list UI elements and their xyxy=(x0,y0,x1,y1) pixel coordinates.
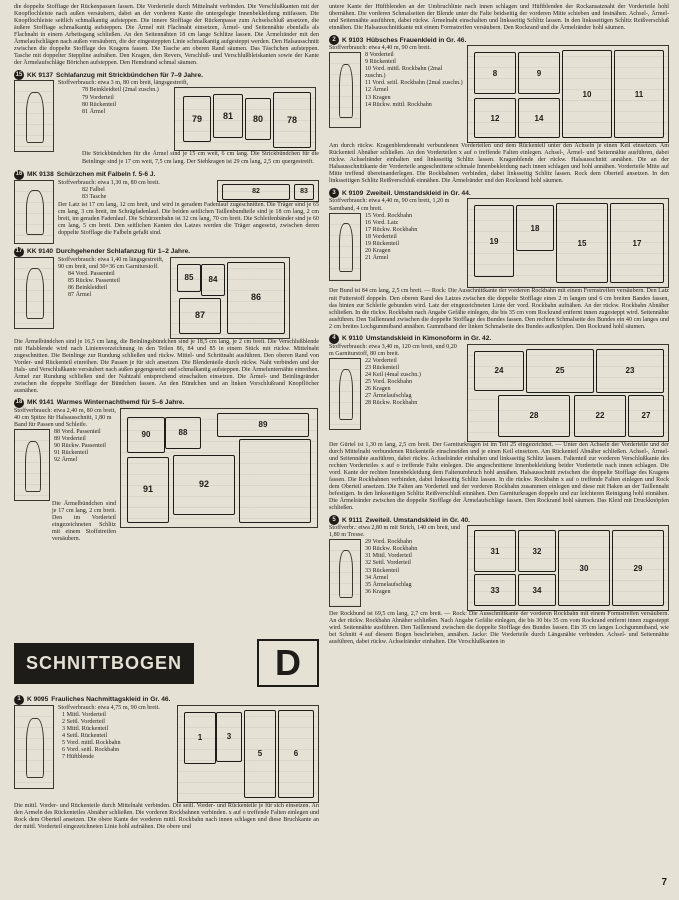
fabric-consumption: Stoffverbrauch: etwa 4,75 m, 90 cm breit. xyxy=(58,705,160,711)
pattern-part: 34 Ärmel xyxy=(365,574,389,581)
pattern-item-3 xyxy=(329,188,669,330)
item-code: K 9109 xyxy=(342,189,364,197)
item-instructions: Der Gürtel ist 1,30 m lang, 2,5 cm breit. Der Garniturkragen ist im Teil 25 eingezeichnet. — Unter den Achseln der Vorderteile und der durch Mittelnaht verbundenen Rückenteile einschneiden und je einen Keil einsetzen. Am Rückenteil Abnäher schließen. Achsel-, Ärmel- und Seitennähte ausführen, dabei rückw. Achselränder einhalten und linksseitig Schlitz lassen. Faltenteil zur vorderen Verschlußkante des rechten Vorderteiles x auf o treffende Falte einlegen. Die angeschnittene Innenbekleidung beider Vorderteile nach innen schlagen. Die vord. Kante der rechten Innenbekleidung dem Faltenumbruch hohl annähen. Halsausschnitt zwischen die doppelte Stofflage des Kragens fassen. Die Rockbahnen verbinden, dabei linksseitig Schlitz lassen. In die rückw. Rockbahn x auf o treffende Falten einlegen und Rock dem Oberteil ansetzen. Die Falten am Vorderteil und der vorderen Rockbahn zusammen einlegen und diese mit Haken an der Taillennaht befestigen. In den linksseitigen Schlitz Reißverschluß einnähen. Den Garniturkragen doppeln und zur leichteren Reinigung hohl einnähen. Die Ärmelränder zwischen die doppelte Stofflage der Ärmelaufschläge fassen. Den Rockrand hohl säumen. Das Kleid mit Druckknöpfen schließen. xyxy=(329,441,669,512)
item-heading xyxy=(14,398,319,408)
item-code: K 9111 xyxy=(342,516,363,524)
pattern-part: 20 Kragen xyxy=(365,247,391,254)
fabric-consumption: Stoffverbr.: etwa 2,80 m mit Strich, 140 cm breit, und 1,80 m Tresse. xyxy=(329,525,461,539)
pattern-diagram: 8 9 10 11 12 14 xyxy=(467,45,669,143)
pattern-part: 1 Mittl. Vorderteil xyxy=(62,712,106,719)
pattern-part: 35 Ärmelaufschlag xyxy=(365,581,412,588)
fabric-consumption: Stoffverbrauch: etwa 2,40 m, 80 cm breit, 40 cm Spitze für Halsausschnitt, 1,80 m Band für Passen und Schleife. xyxy=(14,407,116,429)
item-title: Zweiteil. Umstandskleid in Gr. 44. xyxy=(366,189,471,197)
item-number: 16 xyxy=(14,170,24,180)
pattern-diagram: 90 88 89 91 92 xyxy=(120,408,318,528)
item-title: Schürzchen mit Falbeln f. 5-6 J. xyxy=(56,171,156,179)
pattern-diagram: 79 81 80 78 xyxy=(174,87,316,151)
item-instructions: Die Ärmelbündchen sind je 17 cm lang, 2 cm breit. Den im Vorderteil eingezeichneten Schlitz mit einem Stoffstreifen versäubern. xyxy=(52,501,116,543)
pattern-parts-list xyxy=(58,712,173,761)
pattern-parts-list xyxy=(58,271,166,299)
fashion-illustration xyxy=(14,429,50,501)
pattern-parts-list xyxy=(58,187,213,201)
fashion-illustration xyxy=(14,257,54,329)
item-heading xyxy=(14,695,319,705)
pattern-part: 8 Vorderteil xyxy=(365,52,394,59)
pattern-part: 4 Seitl. Rückenteil xyxy=(62,733,108,740)
pattern-part: 10 Vord. mittl. Rockbahn (2mal zuschn.) xyxy=(365,66,443,80)
pattern-item-18 xyxy=(14,398,319,544)
item-instructions: Der Rockbund ist 69,5 cm lang, 2,7 cm breit. — Rock: Die Ausschnittkante der vorderen Rockbahn mit einem Formstreifen versäubern. An der rückw. Rockbahn Abnäher schließen. Nach Angabe Gefälte einlegen, die bis 30 bis 35 cm vom Rockrand entfernt innen zugesteppt wird. Seitennähte ausführen. Den Taillenrand zwischen die doppelte Stofflage des Bundes fassen. Ein 35 cm langes Lochgummiband, wie bei Schnitt 4 auf diesem Bogen beschrieben, annähen. Jacke: Die Vorderteile durch Längsnähte verbinden. Achsel- und Seitennähte ausführen, dabei rückw. Achselränder einhalten. Die Verschlußkanten in xyxy=(329,611,669,646)
pattern-part: 31 Mittl. Vorderteil xyxy=(365,553,412,560)
pattern-part: 21 Ärmel xyxy=(365,254,389,261)
item-instructions: Am durch rückw. Kragenblendennaht verbundenen Vorderteilen und dem Rückenteil unter den Achseln je einen Keil einsetzen. Am Rückenteil Abnäher schließen. An den Vorderteilen x auf o treffende Falten einlegen. Achsel-, Ärmel- und Seitennähte ausführen, dabei rückw. Achselränder einhalten und linksseitig Schlitz lassen. Kragenblende der rückw. Halsausschnitt annähen. Die an der Halsausschnittkante der Vorderteile angeschnittene schmale Innenbekleidung nach innen schlagen und hohl annähen. Vorderteile Mitte auf Mitte treffend übereinanderlegen. Die Rockbahnen verbinden, dabei linksseitig Schlitz lassen. Rock dem Oberteil ansetzen. In den linksseitigen Schlitz Reißverschluß einnähen. Die Ärmelränder und den Rockrand hohl säumen. xyxy=(329,143,669,185)
right-column xyxy=(329,4,669,647)
pattern-part: 32 Seitl. Vorderteil xyxy=(365,560,411,567)
pattern-parts-list xyxy=(365,52,463,128)
item-instructions: Die Strickbündchen für die Ärmel sind je 15 cm weit, 6 cm lang. Die Strickbündchen für die Beinlinge sind je 17 cm weit, 7,5 cm lang. Der Stehkragen ist 29 cm lang, 2,5 cm quergestreift. xyxy=(82,151,319,165)
fashion-illustration xyxy=(329,52,361,128)
pattern-parts-list xyxy=(365,213,417,281)
item-title: Umstandskleid in Kimonoform in Gr. 42. xyxy=(365,335,492,343)
pattern-part: 5 Vord. mittl. Rockbahn xyxy=(62,740,121,747)
pattern-part: 6 Vord. seitl. Rockbahn xyxy=(62,747,120,754)
pattern-item-5 xyxy=(329,515,669,646)
left-column xyxy=(14,4,319,544)
pattern-item-15 xyxy=(14,70,319,166)
item-number: 5 xyxy=(329,515,339,525)
item-number: 1 xyxy=(14,695,24,705)
pattern-part: 18 Vorderteil xyxy=(365,233,397,240)
left-intro-text: die doppelte Stoffiage der Rückenpassen fassen. Die Vorderteile durch Mittelnaht verbinden. Die Verschlußkanten mit der Knopflochleiste nach außen versäubern, dabei an der vorderen Kante die untergelegte Innenbekleidung mitfassen. Die Knopflochleiste seitlich schmalkantig aufsteppen. Die innere Stoffiage der Rückenpasse zum Achselschluß ansetzen, die äußere Stoffiage schmalkantig aufsteppen. Die Ärmel mit Flachnaht einsetzen, Ärmel- und Seitennähte ebenfalls als Flachnaht in einem Arbeitsgang schließen. An den Seitennähten 18 cm lange Schlitze lassen. Die Ärmelränder mit den Ärmelaufschlägen nach außen versäubern, die der eingesteppten Linie schmalkantig aufgesteppt werden. Den Halsausschnitt zwischen die doppelte Stofflage des Kragens fassen. Die Tasche am oberen Rand säumen. Das Täschchen aufsteppen. Tasche mit doppelter Steppline aufnähen. Den Kragen, den Revers, Verschluß- und Verschlußbleiskanten sowie der Kante der Ärmelaufschläge Börtchen aufsteppen. Den Hemdrand schmal säumen. xyxy=(14,4,319,67)
fashion-illustration xyxy=(329,539,361,607)
pattern-part: 82 Falbel xyxy=(82,186,105,193)
pattern-parts-list xyxy=(58,87,170,151)
pattern-item-2 xyxy=(329,35,669,185)
pattern-part: 9 Rückenteil xyxy=(365,59,396,66)
pattern-part: 78 Beinkleidteil (2mal zuschn.) xyxy=(82,87,159,94)
fashion-illustration xyxy=(14,180,54,244)
item-title: Schlafanzug mit Strickbündchen für 7–9 Jahre. xyxy=(56,71,203,79)
pattern-part: 88 Vord. Passenteil xyxy=(54,429,101,436)
pattern-part: 87 Ärmel xyxy=(68,291,92,298)
pattern-diagram: 85 84 86 87 xyxy=(170,257,290,339)
pattern-part: 14 Rückw. mittl. Rockbahn xyxy=(365,101,432,108)
pattern-part: 29 Vord. Rockbahn xyxy=(365,539,412,546)
pattern-item-4 xyxy=(329,334,669,512)
pattern-part: 90 Rückw. Passenteil xyxy=(54,443,106,450)
pattern-part: 24 Keil (4mal zuschn.) xyxy=(365,371,421,378)
fabric-consumption: Stoffverbrauch: etwa 1,40 m längsgestreift, 90 cm breit, und 30×36 cm Garniturstoff. xyxy=(58,256,164,270)
item-instructions: Die mittl. Vorder- und Rückenteile durch Mittelnaht verbinden. Die seitl. Vorder- und Rückenteile je für sich einsetzen. An den Armeln des Rückenteiles Abnäher schließen. Die vorderen Rockbahnen verbinden. x auf o treffende Falten einlegen und Rock dem Oberteil ansetzen. Die obere Kante der vorderen mittl. Rockbahn nach innen schlagen und diese Bruchkante an der mittl. Vorderteil eingezeichneten Linie hohl aufnähen. Die obere und xyxy=(14,803,319,831)
item-title: Warmes Winternachthemd für 5–6 Jahre. xyxy=(56,399,185,407)
pattern-part: 79 Vorderteil xyxy=(82,94,114,101)
pattern-part: 19 Rückenteil xyxy=(365,240,400,247)
item-heading xyxy=(14,70,319,80)
banner-letter: D xyxy=(257,639,319,687)
pattern-part: 15 Vord. Rockbahn xyxy=(365,212,412,219)
item-instructions: Die Ärmelbündchen sind je 16,5 cm lang, die Beinlingsbündchen sind je 18,5 cm lang, je 2 cm breit. Die Verschlußblende mit Halsblende wird nach Linienvorzeichnung in den Teilen 86, 84 und 85 in einem Stück mit rückw. Mittelnaht zugeschnitten. Die Beinlinge zur Rundung schließen und rückw. Mittel- und Schrittnaht ausführen. Den oberen Rand von Vorder- und Rückenteil einreihen. Die Passen je für sich ansetzen. Die Blendenteile durch rückw. Naht verbinden und der Hals- und Verschlußkante versäubert nach außen gegengesetzt und schmalkantig aufsteppen. Die Ärmelunternähte einreihen. Ärmel zur Rundung schließen und der Nahtzahl entsprechend einschalten einsetzen. Die Ärmel- und Beinlingränder zwischen die doppelte Stofflage der Bündchen fassen. An den Bündchen und an linken Vorschlußrand Knopflöcher ausnähen. xyxy=(14,338,319,394)
pattern-part: 86 Beinkleidteil xyxy=(68,284,108,291)
fabric-consumption: Stoffverbrauch: etwa 3 m, 80 cm breit, längsgestreift, xyxy=(58,80,189,87)
fabric-consumption: Stoffverbrauch: etwa 4,40 m, 90 cm breit, 1,20 m Samtband, 4 cm breit. xyxy=(329,198,450,212)
item-number: 15 xyxy=(14,70,24,80)
item-number: 18 xyxy=(14,398,24,408)
fashion-illustration xyxy=(329,358,361,430)
item-instructions: Der Bund ist 84 cm lang, 2,5 cm breit. — Rock: Die Ausschnittkante der vorderen Rockbahn mit einem Formstreifen versäubern. Den Latz mit Futterstoff doppeln. Den oberen Rand des Latzes zwischen die doppelte Stofflage eines 2 m langen und 6 cm breiten Bandes fassen, das hinten zur Schleife gebunden wird. Latz der eingezeichneten Linie der vord. Rockbahn aufnähen. An der rückw. Rockbahn Abnäher schließen. In die rückw. Rockbahn nach Angabe Gefälte einlegen, die bis 35 cm vom Rockrand entfernt innen zugesteppt wird. Seitennähte ausführen. Den Taillenrand zwischen die doppelte Stofflage des Bundes fassen. Den rechten Schmalseite des Bundes ein 40 cm langes und 2 cm breites Lochgummiband annähen. Gummiband der linken Schmalseite des Bundes aufknöpfen. Den Rockrand hohl säumen. xyxy=(329,288,669,330)
item-title: Zweiteil. Umstandskleid in Gr. 40. xyxy=(365,516,470,524)
item-heading xyxy=(329,334,669,344)
item-number: 4 xyxy=(329,334,339,344)
pattern-part: 27 Ärmelaufschlag xyxy=(365,393,412,400)
pattern-part: 2 Seitl. Vorderteil xyxy=(62,719,105,726)
item-code: K 9110 xyxy=(342,335,363,343)
pattern-part: 92 Ärmel xyxy=(54,457,78,464)
pattern-diagram: 82 83 xyxy=(217,180,319,202)
item-heading xyxy=(329,515,669,525)
pattern-part: 83 Tasche xyxy=(82,193,107,200)
item-heading xyxy=(14,247,319,257)
pattern-part: 36 Kragen xyxy=(365,588,391,595)
pattern-part: 85 Rückw. Passenteil xyxy=(68,277,120,284)
pattern-part: 3 Mittl. Rückenteil xyxy=(62,726,109,733)
item-title: Frauliches Nachmittagskleid in Gr. 46. xyxy=(51,696,171,704)
item-code: KK 9137 xyxy=(27,71,54,79)
item-heading xyxy=(14,170,319,180)
item-code: MK 9141 xyxy=(27,399,54,407)
pattern-part: 89 Vorderteil xyxy=(54,436,86,443)
pattern-part: 25 Vord. Rockbahn xyxy=(365,378,412,385)
item-heading xyxy=(329,188,669,198)
pattern-part: 12 Ärmel xyxy=(365,87,389,94)
pattern-item-1 xyxy=(14,695,319,831)
pattern-diagram: 24 25 23 28 22 27 xyxy=(467,344,669,442)
item-code: MK 9138 xyxy=(27,171,54,179)
item-number: 3 xyxy=(329,188,339,198)
page-number: 7 xyxy=(661,877,667,888)
item-number: 2 xyxy=(329,35,339,45)
pattern-parts-list xyxy=(54,429,116,501)
fashion-illustration xyxy=(14,80,54,152)
schnittbogen-banner xyxy=(14,641,319,685)
pattern-part: 28 Rückw. Rockbahn xyxy=(365,400,418,407)
pattern-part: 33 Rückenteil xyxy=(365,567,400,574)
pattern-part: 17 Rückw. Rockbahn xyxy=(365,226,418,233)
item-heading xyxy=(329,35,669,45)
right-intro-text: untere Kante der Hüftblenden an der Umbruchlinie nach innen schlagen und Hüftblenden der Rockansatznaht der Vorderteile hohl übernähen. Die vorderen Schmalseiten der Blende unter die Falte beidseitig der vorderen Mitte schieben und festnähen. Achsel-, Ärmel- und Seitennähte ausführen, dabei rückw. Ärmelnaht einschalten und linksseitig Schlitz lassen. In den linksseitigen Schlitz Reißverschluß einnähen. Die Halsausschnittkante mit einem Formstreifen versäubern. Den Rockrand und die Ärmelränder hohl säumen. xyxy=(329,4,669,32)
pattern-part: 80 Rückenteil xyxy=(82,101,117,108)
pattern-part: 7 Hüftblende xyxy=(62,754,94,761)
item-code: KK 9140 xyxy=(27,248,54,256)
fabric-consumption: Stoffverbrauch: etwa 1,30 m, 80 cm breit. xyxy=(58,179,160,186)
pattern-part: 26 Kragen xyxy=(365,386,391,393)
banner-title: SCHNITTBOGEN xyxy=(14,643,194,684)
pattern-item-17 xyxy=(14,247,319,395)
pattern-part: 22 Vorderteil xyxy=(365,357,397,364)
pattern-part: 30 Rückw. Rockbahn xyxy=(365,546,418,553)
item-code: K 9103 xyxy=(342,36,364,44)
item-code: K 9095 xyxy=(27,696,49,704)
item-number: 17 xyxy=(14,247,24,257)
fashion-illustration xyxy=(14,705,54,789)
fabric-consumption: Stoffverbrauch: etwa 3,40 m, 120 cm breit, und 0,20 m Garniturstoff, 80 cm breit. xyxy=(329,343,457,357)
pattern-part: 23 Rückenteil xyxy=(365,364,400,371)
pattern-part: 81 Ärmel xyxy=(82,108,106,115)
pattern-part: 16 Vord. Latz xyxy=(365,219,399,226)
pattern-part: 91 Rückenteil xyxy=(54,450,89,457)
pattern-part: 13 Kragen xyxy=(365,94,391,101)
pattern-item-16 xyxy=(14,170,319,244)
item-title: Durchgehender Schlafanzug für 1–2 Jahre. xyxy=(56,248,191,256)
pattern-parts-list xyxy=(365,539,417,607)
pattern-parts-list xyxy=(365,358,421,430)
pattern-diagram: 31 32 30 29 33 34 xyxy=(467,525,669,611)
left-column-lower xyxy=(14,692,319,832)
pattern-part: 11 Vord. seitl. Rockbahn (2mal zuschn.) xyxy=(365,80,463,87)
pattern-diagram: 1 3 5 6 xyxy=(177,705,319,803)
item-title: Hübsches Frauenkleid in Gr. 46. xyxy=(366,36,467,44)
pattern-diagram: 19 18 15 17 xyxy=(467,198,669,288)
fabric-consumption: Stoffverbrauch: etwa 4,40 m, 90 cm breit. xyxy=(329,45,431,52)
fashion-illustration xyxy=(329,213,361,281)
item-instructions: Der Latz ist 17 cm lang, 12 cm breit, und wird in geradem Fadenlauf zugeschnitten. Die Träger sind je 65 cm lang, 3 cm breit, im Schrägfadenlauf. Die beiden seitlichen Taillenbundteile sind je 18 cm lang, 2 cm breit, im geraden Fadenlauf. Die Schürzenbahn ist 32 cm lang, 70 cm breit. Die Schleifenbänder sind je 60 cm lang, 5 cm breit. Den seitlichen Kanten des Latzes werden die Träger angesetzt, zwischen deren doppelte Stofflage die Falbeln gefaßt sind. xyxy=(58,201,319,236)
pattern-part: 84 Vord. Passenteil xyxy=(68,270,115,277)
